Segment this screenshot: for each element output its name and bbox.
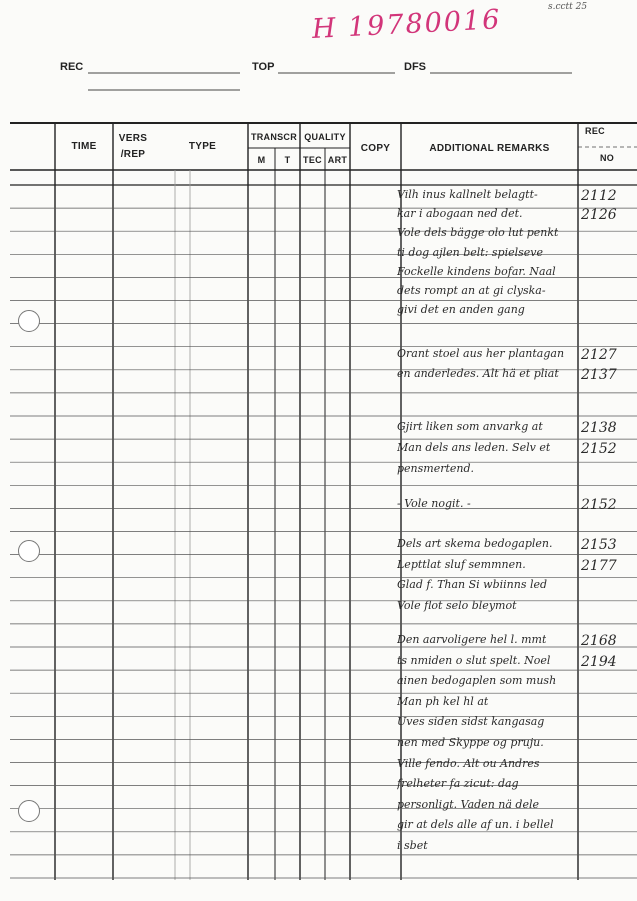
- col-header-copy: COPY: [360, 143, 391, 154]
- remark-line: pensmertend.: [397, 462, 475, 475]
- punch-hole: [18, 540, 40, 562]
- remark-line: nen med Skyppe og pruju.: [397, 736, 544, 749]
- remark-line: Uves siden sidst kangasag: [397, 715, 545, 729]
- col-header-quality-tec: TEC: [303, 155, 322, 165]
- rec-number: 2168: [581, 633, 617, 649]
- rec-number: 2137: [581, 367, 617, 383]
- corner-note: s.cctt 25: [548, 2, 588, 12]
- col-header-type: TYPE: [188, 141, 217, 152]
- remark-line: givi det en anden gang: [397, 303, 525, 317]
- rec-field-label: REC: [60, 61, 84, 73]
- remark-line: Glad f. Than Si wbiinns led: [397, 578, 548, 591]
- col-header-transcr-t: T: [284, 155, 291, 165]
- remark-line: Vilh inus kallnelt belagtt-: [397, 188, 538, 201]
- remark-line: ti dog ajlen belt: spielseve: [397, 245, 544, 259]
- remark-line: ainen bedogaplen som mush: [397, 674, 557, 688]
- remark-line: - Vole nogit. -: [397, 497, 471, 510]
- remark-line: Fockelle kindens bofar. Naal: [397, 264, 556, 278]
- remark-line: Vole flot selo bleymot: [397, 598, 517, 612]
- top-field-label: TOP: [252, 61, 275, 73]
- punch-hole: [18, 310, 40, 332]
- remark-line: dets rompt an at gi clyska-: [397, 284, 546, 297]
- remark-line: Den aarvoligere hel l. mmt: [397, 633, 547, 646]
- rec-number: 2126: [581, 207, 617, 224]
- remark-line: gir at dels alle af un. i bellel: [397, 818, 554, 832]
- remark-line: Ville fendo. Alt ou Andres: [397, 756, 540, 770]
- remark-line: kar i abogaan ned det.: [397, 207, 523, 221]
- col-header-quality: QUALITY: [304, 132, 346, 142]
- remark-line: Vole dels bägge olo lut penkt: [397, 226, 559, 240]
- rec-number: 2194: [581, 653, 617, 670]
- remark-line: Lepttlat sluf semmnen.: [397, 557, 526, 571]
- remark-line: Gjirt liken som anvarkg at: [397, 420, 543, 433]
- col-header-additional-remarks: ADDITIONAL REMARKS: [429, 143, 550, 154]
- remark-line: en anderledes. Alt hä et pliat: [397, 367, 559, 380]
- col-header-transcr: TRANSCR: [250, 132, 298, 142]
- rec-number: 2177: [581, 557, 617, 574]
- col-header-vers: VERS: [118, 133, 148, 144]
- archive-code: H 19780016: [311, 4, 503, 45]
- col-header-transcr-m: M: [257, 155, 266, 165]
- rec-number: 2153: [581, 537, 617, 553]
- rec-number: 2127: [581, 347, 617, 363]
- rec-number: 2152: [581, 497, 617, 513]
- remark-line: personligt. Vaden nä dele: [397, 797, 539, 811]
- dfs-field-label: DFS: [404, 61, 426, 73]
- rec-number: 2138: [581, 420, 617, 436]
- col-header-rec-no: NO: [599, 153, 615, 163]
- remark-line: ts nmiden o slut spelt. Noel: [397, 653, 551, 667]
- col-header-rep: /REP: [120, 149, 146, 160]
- remark-line: frelheter fa zicut: dag: [397, 777, 519, 791]
- remark-line: Orant stoel aus her plantagan: [397, 347, 565, 360]
- col-header-rec: REC: [585, 126, 605, 136]
- col-header-time: TIME: [71, 141, 97, 152]
- rec-number: 2112: [581, 188, 617, 204]
- punch-hole: [18, 800, 40, 822]
- col-header-quality-art: ART: [327, 155, 348, 165]
- remark-line: Man ph kel hl at: [397, 694, 489, 708]
- remark-line: i sbet: [397, 839, 428, 852]
- remark-line: Dels art skema bedogaplen.: [397, 537, 553, 550]
- remark-line: Man dels ans leden. Selv et: [397, 441, 551, 454]
- rec-number: 2152: [581, 441, 617, 457]
